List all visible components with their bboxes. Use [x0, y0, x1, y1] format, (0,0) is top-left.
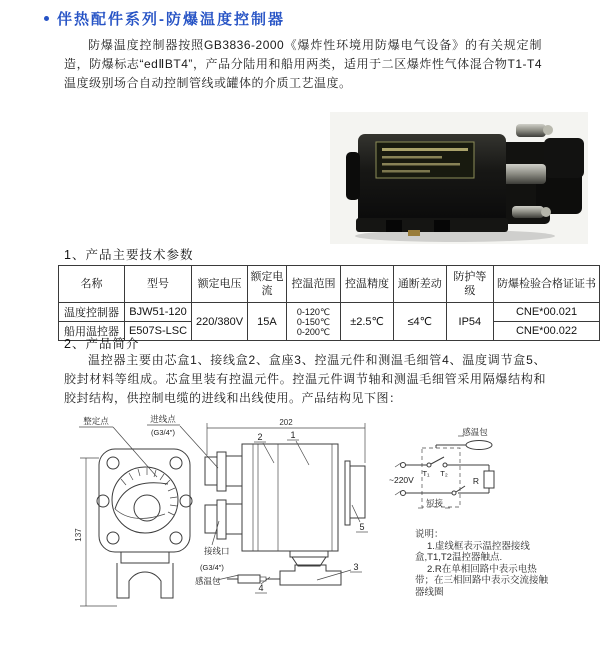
page-title-row — [44, 8, 285, 29]
cell-model: BJW51-120 — [125, 303, 192, 322]
schematic-notes — [415, 529, 597, 598]
wiring-port-label: 接线口 — [204, 546, 230, 556]
callout-1: 1 — [290, 430, 296, 440]
resistor — [484, 471, 494, 488]
nameplate-line — [382, 170, 430, 173]
notes-title: 说明： — [415, 529, 444, 540]
adjuster-cap — [544, 138, 584, 178]
schematic-bulb — [466, 441, 492, 450]
cell-voltage: 220/380V — [191, 303, 247, 341]
nameplate-line — [382, 148, 468, 151]
set-point-label: 整定点 — [83, 416, 109, 426]
resistor-label: R — [472, 476, 479, 486]
nameplate-line — [382, 156, 442, 159]
brass-screw — [408, 230, 420, 236]
page-title: 伴热配件系列-防爆温度控制器 — [57, 11, 285, 28]
notes-line: 器线圈 — [415, 586, 444, 598]
col-protection: 防护等级 — [446, 266, 493, 303]
inlet-port-size: (G3/4″) — [151, 428, 175, 437]
cell-name: 船用温控器 — [59, 322, 125, 341]
section1-heading: 1、产品主要技术参数 — [64, 248, 194, 262]
section2-heading: 2、产品简介 — [64, 337, 140, 351]
notes-line: 1.虚线框表示温控器接线 — [427, 540, 530, 552]
cell-differential: ≤4℃ — [393, 303, 446, 341]
section2-paragraph: 温控器主要由芯盒1、接线盒2、盒座3、控温元件和测温毛细管4、温度调节盒5、胶封材料等组成。芯盒里装有控温元件。控温元件调节轴和测温毛细管采用隔爆结构和胶封结构，供控制电缆的进线和出线使用。产品结构见下图： — [64, 353, 546, 405]
col-name: 名称 — [59, 266, 125, 303]
dim-height: 137 — [74, 528, 83, 542]
schematic-bulb-label: 感温包 — [462, 427, 488, 437]
cell-protection: IP54 — [446, 303, 493, 341]
base-stud — [386, 220, 402, 232]
cell-certificate: CNE*00.022 — [494, 322, 600, 341]
dial — [112, 467, 178, 533]
callout-5: 5 — [359, 522, 365, 532]
product-photo — [330, 112, 588, 244]
dial-ticks — [121, 468, 177, 515]
mid-cylinder — [502, 164, 546, 184]
callout-2: 2 — [257, 432, 263, 442]
range-line: 0-200℃ — [296, 326, 331, 337]
cell-current: 15A — [248, 303, 287, 341]
bullet-icon — [44, 16, 49, 21]
mounting-bracket — [117, 563, 173, 598]
col-differential: 通断差动 — [393, 266, 446, 303]
schematic — [389, 427, 494, 508]
sensing-bulb — [238, 575, 260, 583]
gland-top-tip — [543, 125, 553, 135]
table-row — [59, 303, 600, 322]
callout-3: 3 — [353, 562, 359, 572]
notes-line: 2.R在单相回路中表示电热 — [427, 563, 537, 575]
side-view — [195, 418, 368, 593]
inlet-port-label: 进线点 — [150, 414, 176, 424]
range-line: 0-120℃ — [296, 306, 331, 317]
base-block — [280, 565, 341, 585]
nameplate — [376, 142, 474, 178]
cell-certificate: CNE*00.021 — [494, 303, 600, 322]
col-current: 额定电流 — [248, 266, 287, 303]
notes-line: 带；在三相回路中表示交流接触 — [415, 575, 549, 586]
short-label: 短接 — [426, 498, 444, 508]
cell-model: E507S-LSC — [125, 322, 192, 341]
spec-table-wrap — [58, 265, 600, 341]
supply-voltage-label: ~220V — [389, 475, 414, 485]
gland-lower-tip — [541, 207, 551, 217]
left-cap — [346, 152, 360, 200]
bulb-label: 感温包 — [195, 576, 221, 586]
range-line: 0-150℃ — [296, 316, 331, 327]
notes-line: 盒,T1,T2温控器触点. — [415, 552, 503, 563]
contact-t2-label: T₂ — [440, 469, 448, 478]
cell-range — [286, 303, 341, 341]
col-voltage: 额定电压 — [191, 266, 247, 303]
intro-paragraph: 防爆温度控制器按照GB3836-2000《爆炸性环境用防爆电气设备》的有关规定制造，防爆标志“edⅡBT4”，产品分陆用和船用两类，适用于二区爆炸性气体混合物T1-T4温度级别场合自动控制管线或罐体的介质工艺温度。 — [64, 38, 542, 90]
callout-4: 4 — [258, 583, 264, 593]
table-header-row — [59, 266, 600, 303]
gland-top — [516, 124, 546, 137]
col-certificate: 防爆检验合格证证书 — [494, 266, 600, 303]
col-range: 控温范围 — [286, 266, 341, 303]
mounting-base — [356, 218, 508, 232]
contact-t1-label: T₁ — [422, 469, 430, 478]
col-accuracy: 控温精度 — [341, 266, 394, 303]
wiring-port-size: (G3/4″) — [200, 563, 224, 572]
dial-knob — [134, 495, 160, 521]
base-stud — [434, 220, 450, 232]
spec-table — [58, 265, 600, 341]
cell-name: 温度控制器 — [59, 303, 125, 322]
nameplate-line — [382, 163, 460, 166]
dim-width: 202 — [279, 418, 293, 427]
cell-accuracy: ±2.5℃ — [341, 303, 394, 341]
gland-lower — [512, 206, 544, 218]
col-model: 型号 — [125, 266, 192, 303]
